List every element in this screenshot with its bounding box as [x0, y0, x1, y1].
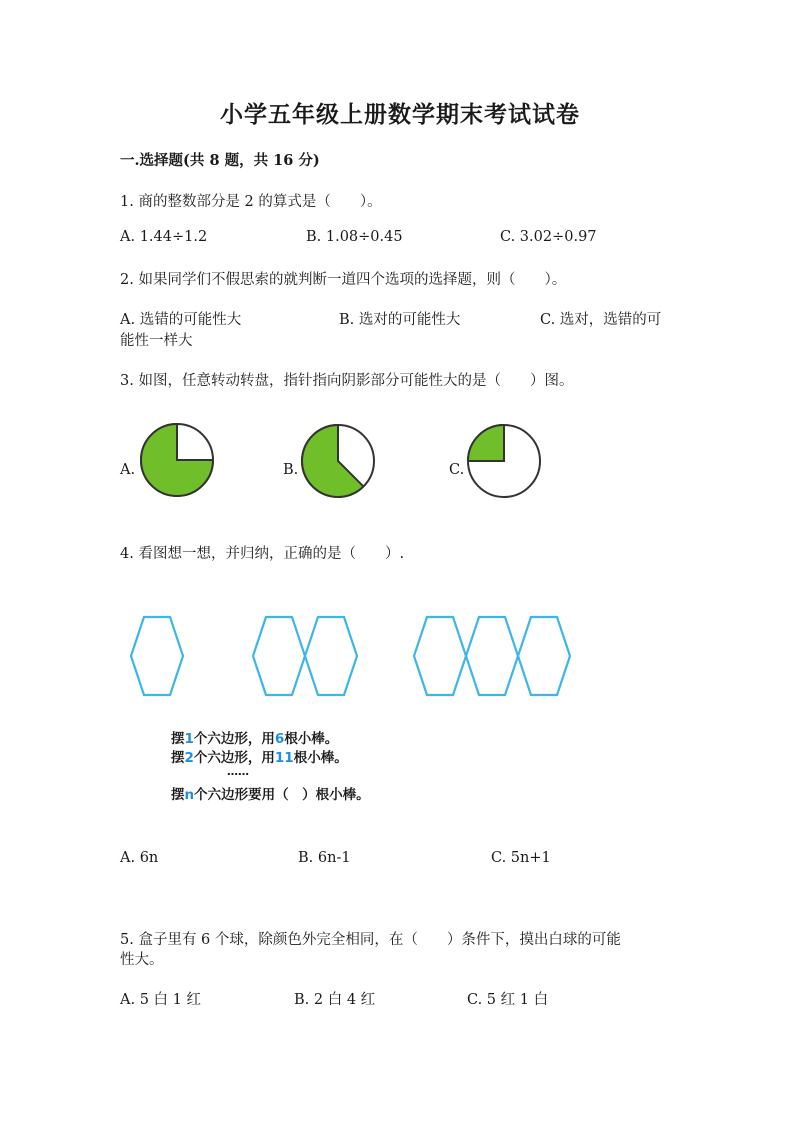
- hexagon-group-2-hexagon-2: [305, 617, 357, 695]
- question-3-option-b-label: B.: [283, 462, 299, 478]
- rule-line-n-suffix: 个六边形要用（ ）根小棒。: [194, 787, 370, 803]
- question-2-option-a: A. 选错的可能性大: [120, 312, 242, 328]
- rule-line-2-sticks: 11: [274, 750, 294, 766]
- page-title: 小学五年级上册数学期末考试试卷: [220, 101, 580, 128]
- question-2-option-c: C. 选对，选错的可: [540, 312, 662, 328]
- question-1-option-b: B. 1.08÷0.45: [306, 229, 403, 245]
- rule-line-2-prefix: 摆: [171, 750, 185, 766]
- section-heading: 一.选择题(共 8 题，共 16 分): [120, 152, 320, 169]
- question-2-option-b: B. 选对的可能性大: [339, 312, 461, 328]
- question-1-option-a: A. 1.44÷1.2: [120, 229, 208, 245]
- rule-line-2-middle: 个六边形，用: [193, 750, 275, 766]
- hexagon-group-3-hexagon-1: [414, 617, 466, 695]
- hexagon-group-2-hexagon-1: [253, 617, 305, 695]
- question-3-option-c-label: C.: [449, 462, 465, 478]
- rule-line-n-prefix: 摆: [171, 787, 185, 803]
- rule-line-1: [171, 727, 338, 747]
- question-5-text: 5. 盒子里有 6 个球，除颜色外完全相同，在（ ）条件下，摸出白球的可能: [120, 932, 621, 948]
- rule-line-1-prefix: 摆: [171, 731, 185, 747]
- rule-line-n-count: n: [184, 787, 195, 803]
- question-3-text: 3. 如图，任意转动转盘，指针指向阴影部分可能性大的是（ ）图。: [120, 373, 574, 389]
- ellipsis: ……: [227, 765, 249, 778]
- rule-line-n: [171, 783, 370, 803]
- hexagon-group-3-hexagon-2: [466, 617, 518, 695]
- question-4-option-c: C. 5n+1: [491, 850, 551, 866]
- question-4-option-a: A. 6n: [120, 850, 159, 866]
- rule-line-1-sticks: 6: [274, 731, 285, 747]
- rule-line-2-suffix: 根小棒。: [293, 750, 348, 766]
- question-3-option-a-label: A.: [120, 462, 136, 478]
- rule-line-1-middle: 个六边形，用: [193, 731, 275, 747]
- question-1-text: 1. 商的整数部分是 2 的算式是（ ）。: [120, 194, 382, 210]
- question-5-option-b: B. 2 白 4 红: [294, 992, 376, 1008]
- rule-line-1-count: 1: [184, 731, 194, 747]
- question-1-option-c: C. 3.02÷0.97: [500, 229, 597, 245]
- hexagon-group-1-hexagon-1: [131, 617, 183, 695]
- rule-line-1-suffix: 根小棒。: [284, 731, 339, 747]
- rule-line-2: [171, 746, 348, 766]
- question-5-option-c: C. 5 红 1 白: [467, 992, 549, 1008]
- question-2-option-c-continued: 能性一样大: [120, 333, 193, 349]
- question-5-option-a: A. 5 白 1 红: [120, 992, 201, 1008]
- hexagon-group-3-hexagon-3: [518, 617, 570, 695]
- question-4-option-b: B. 6n-1: [298, 850, 351, 866]
- question-4-text: 4. 看图想一想，并归纳，正确的是（ ）.: [120, 546, 405, 562]
- question-2-text: 2. 如果同学们不假思索的就判断一道四个选项的选择题，则（ ）。: [120, 272, 567, 288]
- rule-line-2-count: 2: [184, 750, 194, 766]
- question-5-text-continued: 性大。: [120, 952, 164, 968]
